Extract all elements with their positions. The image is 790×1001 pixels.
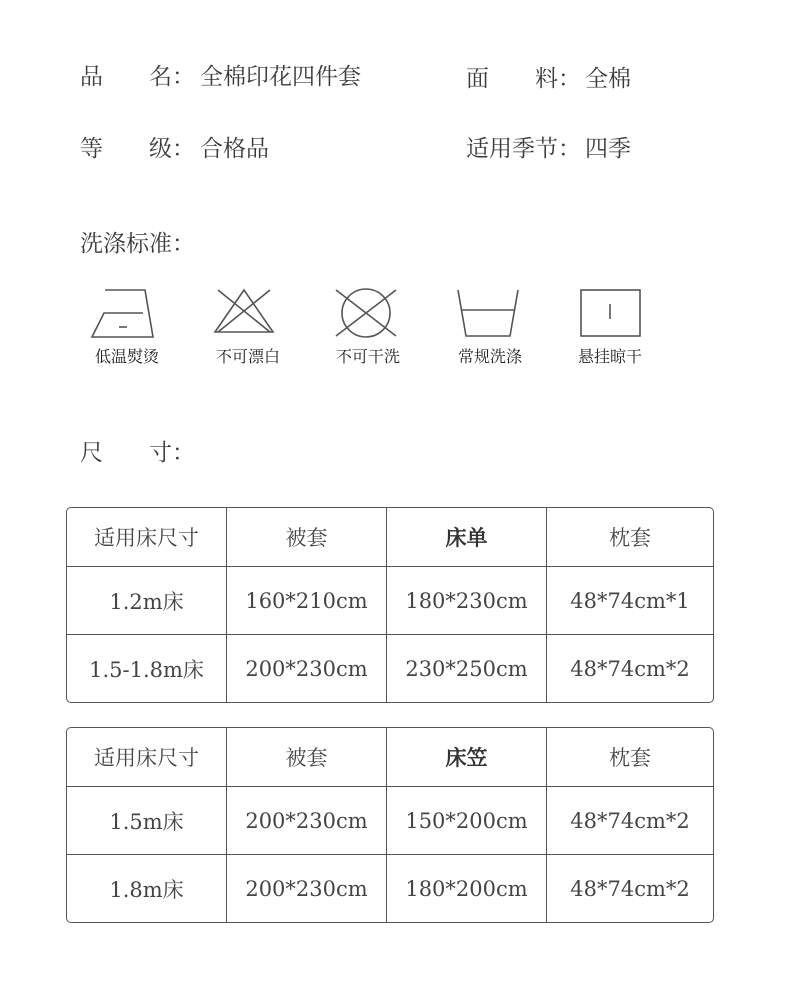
table-row — [67, 635, 713, 702]
wash-item-iron — [77, 286, 177, 376]
table-row — [67, 787, 713, 855]
wash-label: 不可干洗 — [335, 347, 400, 366]
header-cell: 适用床尺寸 — [67, 508, 227, 567]
hang-dry-icon — [560, 286, 660, 342]
header-cell: 枕套 — [547, 508, 713, 567]
no-dry-clean-icon — [318, 286, 418, 342]
wash-label: 悬挂晾干 — [577, 347, 642, 366]
header-cell: 被套 — [227, 728, 387, 787]
product-name-value: 全棉印花四件套 — [200, 64, 361, 90]
table-cell: 150*200cm — [387, 787, 547, 855]
header-cell: 床单 — [387, 508, 547, 567]
table-header-row — [67, 508, 713, 567]
header-cell: 枕套 — [547, 728, 713, 787]
table-cell: 160*210cm — [227, 567, 387, 635]
size-table-fitted-sheet — [66, 727, 714, 923]
wash-item-hang-dry — [560, 286, 660, 376]
table-row — [67, 855, 713, 922]
size-table-flat-sheet — [66, 507, 714, 703]
table-cell: 1.8m床 — [67, 855, 227, 922]
table-cell: 200*230cm — [227, 787, 387, 855]
table-cell: 48*74cm*2 — [547, 787, 713, 855]
wash-label: 不可漂白 — [215, 347, 280, 366]
table-header-row — [67, 728, 713, 787]
grade-label: 等 级： — [80, 136, 195, 162]
low-temp-iron-icon — [77, 286, 177, 342]
season-value: 四季 — [585, 136, 631, 162]
fabric-label: 面 料： — [466, 66, 581, 92]
table-cell: 200*230cm — [227, 635, 387, 702]
header-cell: 床笠 — [387, 728, 547, 787]
table-cell: 1.5m床 — [67, 787, 227, 855]
normal-wash-icon — [440, 286, 540, 342]
size-heading: 尺 寸： — [80, 440, 195, 466]
table-row — [67, 567, 713, 635]
wash-item-no-bleach — [198, 286, 298, 376]
header-cell: 被套 — [227, 508, 387, 567]
product-name-label: 品 名： — [80, 64, 195, 90]
fabric-value: 全棉 — [585, 66, 631, 92]
season-label: 适用季节： — [466, 136, 581, 162]
wash-item-no-dry-clean — [318, 286, 418, 376]
table-cell: 180*200cm — [387, 855, 547, 922]
table-cell: 48*74cm*1 — [547, 567, 713, 635]
table-cell: 200*230cm — [227, 855, 387, 922]
grade-value: 合格品 — [200, 136, 269, 162]
table-cell: 1.5-1.8m床 — [67, 635, 227, 702]
no-bleach-icon — [198, 286, 298, 342]
table-cell: 180*230cm — [387, 567, 547, 635]
wash-item-normal-wash — [440, 286, 540, 376]
wash-heading: 洗涤标准： — [80, 231, 195, 257]
table-cell: 230*250cm — [387, 635, 547, 702]
wash-label: 常规洗涤 — [457, 347, 522, 366]
table-cell: 1.2m床 — [67, 567, 227, 635]
wash-label: 低温熨烫 — [94, 347, 159, 366]
table-cell: 48*74cm*2 — [570, 656, 690, 681]
table-cell: 48*74cm*2 — [570, 876, 690, 901]
header-cell: 适用床尺寸 — [67, 728, 227, 787]
